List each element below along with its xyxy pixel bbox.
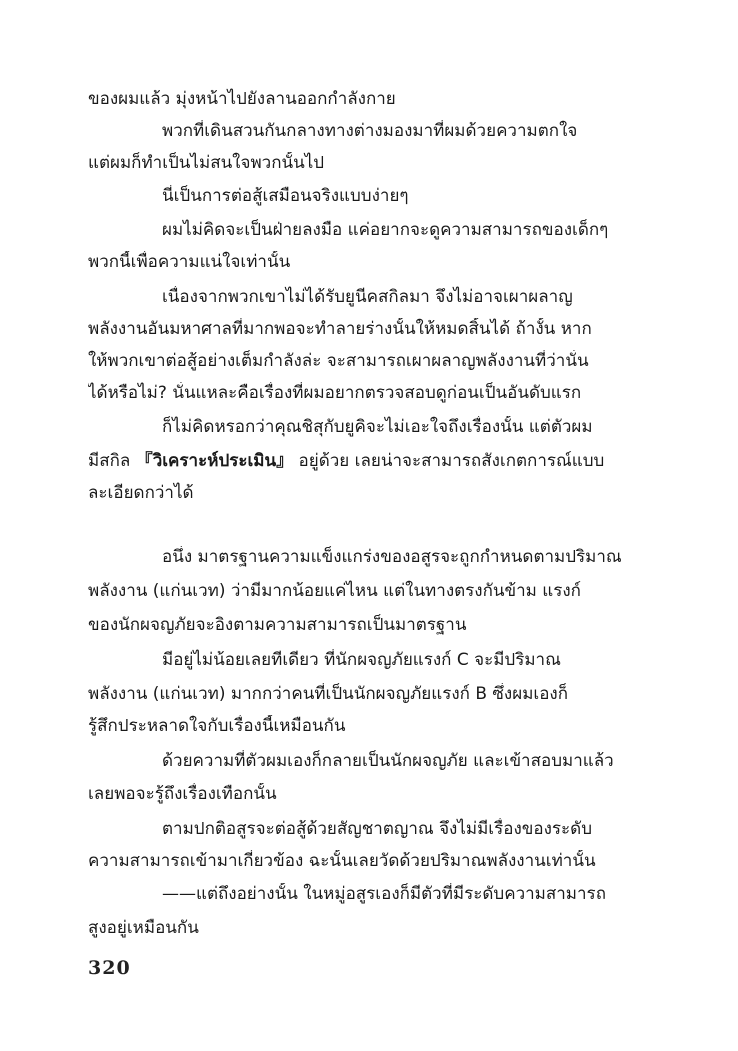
text-line: พลังงาน (แก่นเวท) ว่ามีมากน้อยแค่ไหน แต่ในทางตรงกันข้าม แรงก์	[88, 581, 581, 601]
text-line: รู้สึกประหลาดใจกับเรื่องนี้เหมือนกัน	[88, 716, 346, 736]
text-line: แต่ผมก็ทำเป็นไม่สนใจพวกนั้นไป	[88, 153, 325, 173]
text-line: อนึ่ง มาตรฐานความแข็งแกร่งของอสูรจะถูกกำหนดตามปริมาณ	[162, 547, 622, 567]
text-line: พวกนี้เพื่อความแน่ใจเท่านั้น	[88, 252, 291, 272]
text-fragment: มีสกิล	[88, 451, 136, 471]
text-line: นี่เป็นการต่อสู้เสมือนจริงแบบง่ายๆ	[162, 186, 409, 206]
text-line: ตามปกติอสูรจะต่อสู้ด้วยสัญชาตญาณ จึงไม่มีเรื่องของระดับ	[162, 819, 592, 839]
page-number: 320	[88, 957, 131, 979]
text-line: ด้วยความที่ตัวผมเองก็กลายเป็นนักผจญภัย และเข้าสอบมาแล้ว	[162, 751, 614, 771]
text-line: เลยพอจะรู้ถึงเรื่องเทือกนั้น	[88, 784, 277, 804]
text-line: ได้หรือไม่? นั่นแหละคือเรื่องที่ผมอยากตรวจสอบดูก่อนเป็นอันดับแรก	[88, 383, 582, 403]
text-line: ——แต่ถึงอย่างนั้น ในหมู่อสูรเองก็มีตัวที่มีระดับความสามารถ	[162, 884, 606, 904]
text-line: ให้พวกเขาต่อสู้อย่างเต็มกำลังล่ะ จะสามารถเผาผลาญพลังงานที่ว่านั่น	[88, 351, 589, 371]
text-line: พวกที่เดินสวนกันกลางทางต่างมองมาที่ผมด้วยความตกใจ	[162, 121, 578, 141]
text-line: ความสามารถเข้ามาเกี่ยวข้อง ฉะนั้นเลยวัดด้วยปริมาณพลังงานเท่านั้น	[88, 851, 596, 871]
text-line: เนื่องจากพวกเขาไม่ได้รับยูนีคสกิลมา จึงไม่อาจเผาผลาญ	[162, 287, 573, 307]
skill-name: 『วิเคราะห์ประเมิน』	[135, 451, 294, 471]
text-line: สูงอยู่เหมือนกัน	[88, 918, 199, 938]
text-line: ของนักผจญภัยจะอิงตามความสามารถเป็นมาตรฐาน	[88, 615, 467, 635]
text-line: ผมไม่คิดจะเป็นฝ่ายลงมือ แค่อยากจะดูความสามารถของเด็กๆ	[162, 220, 609, 240]
text-line: มีอยู่ไม่น้อยเลยทีเดียว ที่นักผจญภัยแรงก์ C จะมีปริมาณ	[162, 650, 561, 670]
text-line: ละเอียดกว่าได้	[88, 483, 194, 503]
text-fragment: อยู่ด้วย เลยน่าจะสามารถสังเกตการณ์แบบ	[293, 451, 605, 471]
text-line: พลังงานอันมหาศาลที่มากพอจะทำลายร่างนั้นให้หมดสิ้นได้ ถ้างั้น หาก	[88, 319, 592, 339]
text-line	[88, 450, 650, 472]
text-line: ของผมแล้ว มุ่งหน้าไปยังลานออกกำลังกาย	[88, 89, 396, 109]
text-line: ก็ไม่คิดหรอกว่าคุณชิสุกับยูคิจะไม่เอะใจถึงเรื่องนั้น แต่ตัวผม	[162, 417, 593, 437]
text-line: พลังงาน (แก่นเวท) มากกว่าคนที่เป็นนักผจญภัยแรงก์ B ซึ่งผมเองก็	[88, 684, 569, 704]
